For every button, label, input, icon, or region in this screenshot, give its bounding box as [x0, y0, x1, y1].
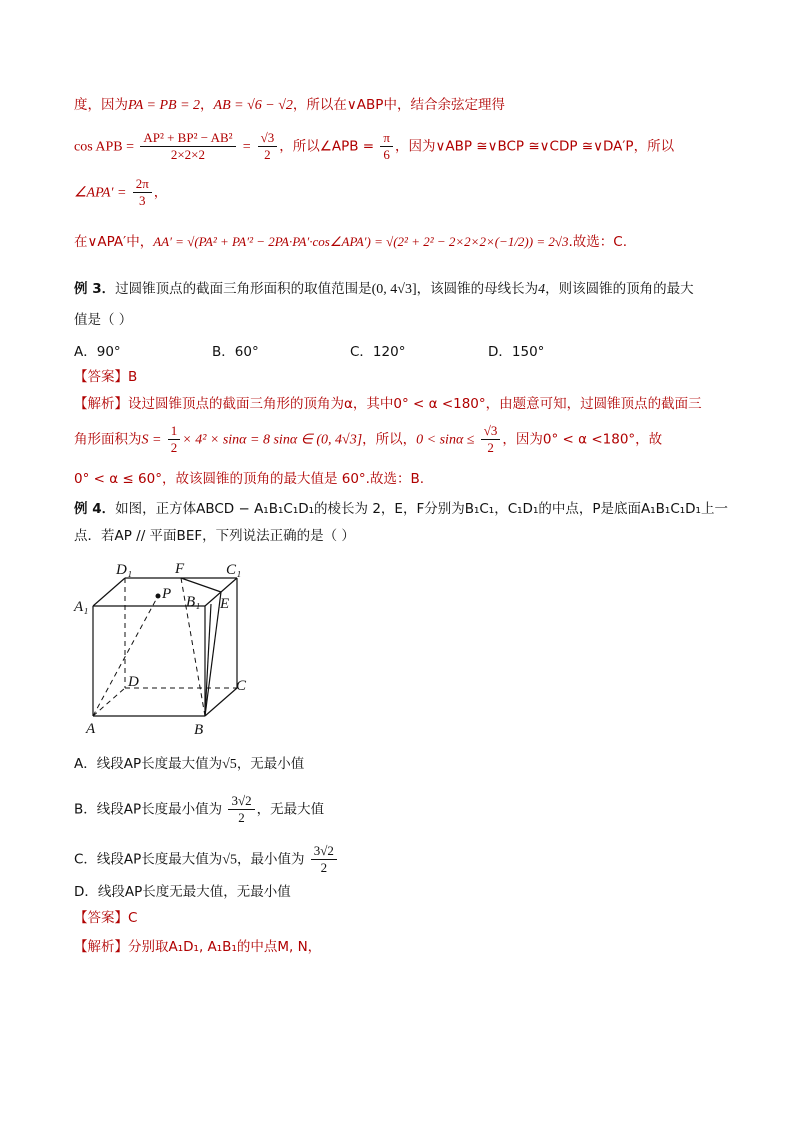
solution-line-4: [74, 233, 627, 251]
label-d1: D₁: [116, 562, 133, 578]
option-d: D．150°: [488, 344, 545, 360]
frac-den: 2: [264, 147, 271, 162]
math: =: [241, 139, 252, 155]
text: D．线段AP长度无最大值，无最小值: [74, 884, 291, 900]
math: ∠APA′ =: [74, 185, 127, 201]
example-4-question-line-1: [74, 500, 728, 518]
text: B．线段AP长度最小值为: [74, 801, 223, 818]
frac-num: 1: [168, 423, 181, 440]
fraction: [140, 130, 235, 163]
text: 值是（ ）: [74, 312, 133, 328]
fraction: [133, 176, 152, 209]
text: 如图，正方体ABCD − A₁B₁C₁D₁的棱长为 2，E，F分别为B₁C₁，C₁D₁的中点，P是底面A₁B₁C₁D₁上一: [115, 501, 728, 517]
example-3-analysis-line-2: [74, 423, 662, 456]
answer-label: 【答案】: [74, 369, 128, 385]
math: AA′ = √(PA² + PA′² − 2PA·PA′·cos∠APA′) = √(2² + 2² − 2×2×2×(−1/2)) = 2√3: [153, 234, 569, 249]
frac-den: 2: [170, 440, 178, 455]
segment-eb-side: [205, 604, 211, 716]
frac-num: AP² + BP² − AB²: [140, 130, 235, 147]
option-b: B．60°: [212, 344, 259, 360]
label-c: C: [236, 678, 247, 694]
math: 0 < sinα ≤: [416, 432, 475, 448]
text: ，无最小值: [236, 756, 305, 772]
example-3-answer: [74, 368, 137, 386]
label-d: D: [128, 674, 139, 690]
label-c1: C₁: [226, 562, 242, 578]
text: ，最小值为: [237, 851, 305, 868]
example-4-answer: [74, 909, 137, 927]
example-3-question-line-1: [74, 280, 694, 299]
frac-num: √3: [258, 130, 278, 147]
math: (0, 4√3]: [371, 282, 417, 297]
text: 过圆锥顶点的截面三角形面积的取值范围是: [115, 281, 372, 297]
edge-d1a1: [93, 578, 125, 606]
label-b1: B₁: [186, 594, 201, 610]
text: 分别取A₁D₁, A₁B₁的中点M, N，: [128, 939, 322, 955]
fraction: [481, 423, 501, 456]
text: ，所以在∨ABP中，结合余弦定理得: [292, 97, 505, 113]
text: 角形面积为: [74, 431, 142, 448]
math: × 4² × sinα = 8 sinα ∈ (0, 4√3]: [182, 432, 363, 448]
example-3-question-line-2: [74, 311, 132, 329]
math: √5: [222, 852, 237, 868]
solution-line-2: [74, 130, 674, 163]
label-a: A: [86, 721, 96, 736]
frac-num: √3: [481, 423, 501, 440]
text: ，因为0° < α <180°，故: [502, 431, 663, 448]
edge-ad-hidden: [93, 688, 125, 716]
example-4-option-a: [74, 755, 304, 774]
math: √5: [222, 757, 237, 772]
solution-line-3: [74, 176, 167, 209]
fraction: [380, 130, 393, 163]
text: ，该圆锥的母线长为: [416, 281, 539, 297]
frac-den: 2×2×2: [170, 147, 206, 162]
label-f: F: [175, 561, 185, 577]
text: 设过圆锥顶点的截面三角形的顶角为α，其中0° < α <180°，由题意可知，过圆锥顶点的截面三: [128, 396, 702, 412]
frac-num: 3√2: [228, 793, 254, 810]
text: A．线段AP长度最大值为: [74, 756, 223, 772]
label-p: P: [162, 586, 172, 602]
solution-line-1: [74, 96, 505, 115]
frac-den: 6: [383, 147, 390, 162]
example-title: 例 3．: [74, 281, 116, 297]
text: 0° < α ≤ 60°，故该圆锥的顶角的最大值是 60°.故选：B.: [74, 471, 425, 487]
label-b: B: [194, 722, 204, 736]
frac-num: 3√2: [311, 843, 337, 860]
edge-bc: [205, 688, 237, 716]
analysis-label: 【解析】: [74, 939, 128, 955]
text: .故选：C.: [568, 234, 628, 250]
frac-den: 3: [139, 193, 146, 208]
label-a1: A₁: [74, 599, 89, 615]
text: ，无最大值: [256, 801, 325, 818]
example-4-option-d: [74, 883, 291, 901]
math: AB = √6 − √2: [213, 98, 293, 113]
frac-den: 2: [320, 860, 328, 875]
text: ，因为∨ABP ≅∨BCP ≅∨CDP ≅∨DA′P，所以: [394, 138, 675, 155]
frac-num: 2π: [133, 176, 152, 193]
text: ，所以，: [362, 431, 417, 448]
fraction: [228, 793, 254, 826]
example-4-option-b: [74, 793, 324, 826]
frac-den: 2: [238, 810, 245, 825]
answer-value: B: [128, 369, 138, 385]
fraction: [168, 423, 181, 456]
text: ，: [153, 184, 168, 201]
example-4-option-c: [74, 843, 339, 876]
option-a: A．90°: [74, 344, 121, 360]
text: 点．若AP // 平面BEF，下列说法正确的是（ ）: [74, 528, 355, 544]
math: PA = PB = 2: [128, 98, 201, 113]
example-4-analysis: [74, 938, 321, 956]
cube-figure: [70, 556, 260, 736]
frac-num: π: [380, 130, 393, 147]
label-e: E: [220, 596, 230, 612]
answer-label: 【答案】: [74, 910, 128, 926]
point-p: [156, 594, 161, 599]
segment-eb: [205, 592, 221, 716]
text: ，: [200, 97, 214, 113]
example-title: 例 4．: [74, 501, 116, 517]
text: ，则该圆锥的顶角的最大: [545, 281, 694, 297]
example-4-question-line-2: [74, 527, 355, 545]
frac-den: 2: [487, 440, 494, 455]
fraction: [311, 843, 337, 876]
fraction: [258, 130, 278, 163]
text: 度，因为: [74, 97, 128, 113]
math: S =: [141, 432, 162, 448]
example-3-analysis-line-1: [74, 395, 702, 413]
analysis-label: 【解析】: [74, 396, 128, 412]
option-c: C．120°: [350, 344, 406, 360]
text: 在∨APA′中，: [74, 234, 154, 250]
example-3-analysis-line-3: [74, 470, 424, 488]
answer-value: C: [128, 910, 138, 926]
segment-fe: [181, 578, 221, 592]
math: 4: [538, 282, 546, 297]
text: C．线段AP长度最大值为: [74, 851, 223, 868]
math: cos APB =: [74, 139, 135, 155]
text: ，所以∠APB =: [279, 138, 375, 155]
